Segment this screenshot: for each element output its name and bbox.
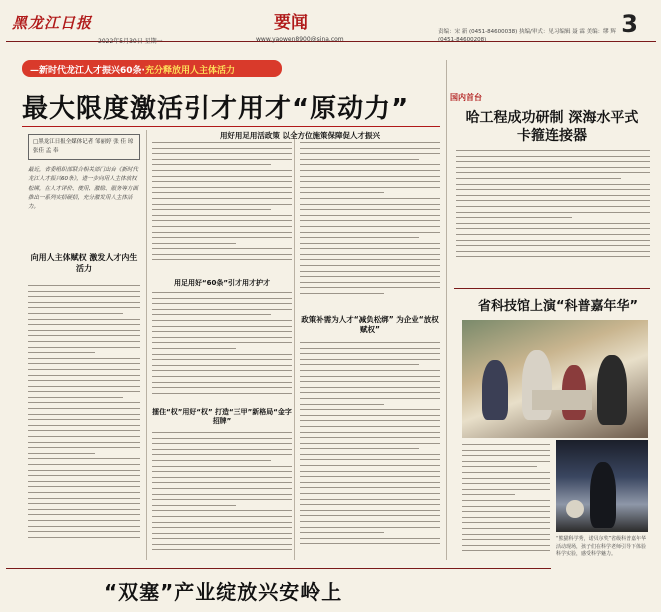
- subhead-empower: 向用人主体赋权 激发人才内生活力: [30, 253, 138, 273]
- science-show-photo: [556, 440, 648, 532]
- body-text-block: [152, 292, 292, 404]
- science-fair-photo: [462, 320, 648, 438]
- bottom-rule: [6, 568, 551, 569]
- body-text-block: [152, 142, 292, 274]
- feature-kicker: [22, 60, 282, 77]
- right-headline: 哈工程成功研制 深海水平式卡箍连接器: [465, 110, 639, 144]
- photo-headline: 省科技馆上演“科普嘉年华”: [478, 299, 639, 314]
- column-divider: [294, 130, 295, 560]
- section-email: www.yaowen8900@sina.com: [256, 36, 344, 43]
- newspaper-logo: 黑龙江日报: [12, 14, 93, 32]
- feature-headline: 最大限度激活引才用才“原动力”: [22, 94, 410, 124]
- subhead-sixty-articles: 用足用好“60条”引才用才护才: [174, 279, 270, 287]
- bottom-headline: “双塞”产业绽放兴安岭上: [104, 580, 343, 604]
- page-number: 3: [621, 10, 638, 38]
- kicker-highlight: 充分释放用人主体活力: [144, 66, 235, 76]
- right-separator: [454, 288, 650, 289]
- editor-credits: 责编：宋 新 (0451-84600038) 执编/审式：见习编辑 聂 霖 美编：缪 辉 (0451-84600208): [438, 29, 616, 44]
- right-kicker: 国内首台: [450, 93, 482, 102]
- subhead-burden-relief: 政策补需为人才“减负松绑” 为企业“放权赋权”: [301, 315, 439, 335]
- section-title: 要闻: [274, 13, 308, 33]
- body-text-block: [152, 432, 292, 562]
- feature-lead: 最近，省委组织部联合相关部门出台《新时代龙江人才振兴60条》，进一步向用人主体放权松绑，在人才评价、使用、激励、服务等方面推出一系列实招硬招，充分激发用人主体活力。: [28, 167, 139, 211]
- subhead-golden-sign: 擂住“权”用好“权” 打造“三甲”新格局“金字招牌”: [152, 408, 292, 426]
- byline-box: □黑龙江日报全媒体记者 邹丽婷 张 佳 琼 张佳 孟 奉: [28, 134, 140, 160]
- column-divider: [446, 60, 447, 560]
- headline-rule: [22, 126, 440, 127]
- kicker-prefix: —新时代龙江人才振兴60条·: [30, 66, 145, 76]
- body-text-block: [456, 150, 650, 268]
- body-text-block: [300, 142, 440, 312]
- body-text-block: [28, 285, 140, 563]
- subhead-policy: 用好用足用活政策 以全方位施策保障促人才振兴: [219, 131, 381, 140]
- body-text-block: [462, 444, 550, 562]
- issue-date: 2022年5月30日 星期一: [98, 38, 163, 45]
- masthead: [6, 6, 656, 45]
- photo-caption: “熊猫科学秀，诺贝尔奖”省级科普嘉年华活动现场，孩子们在科学老师引导下体验科学实验，感受科学魅力。: [556, 536, 647, 557]
- body-text-block: [300, 342, 440, 562]
- column-divider: [146, 130, 147, 560]
